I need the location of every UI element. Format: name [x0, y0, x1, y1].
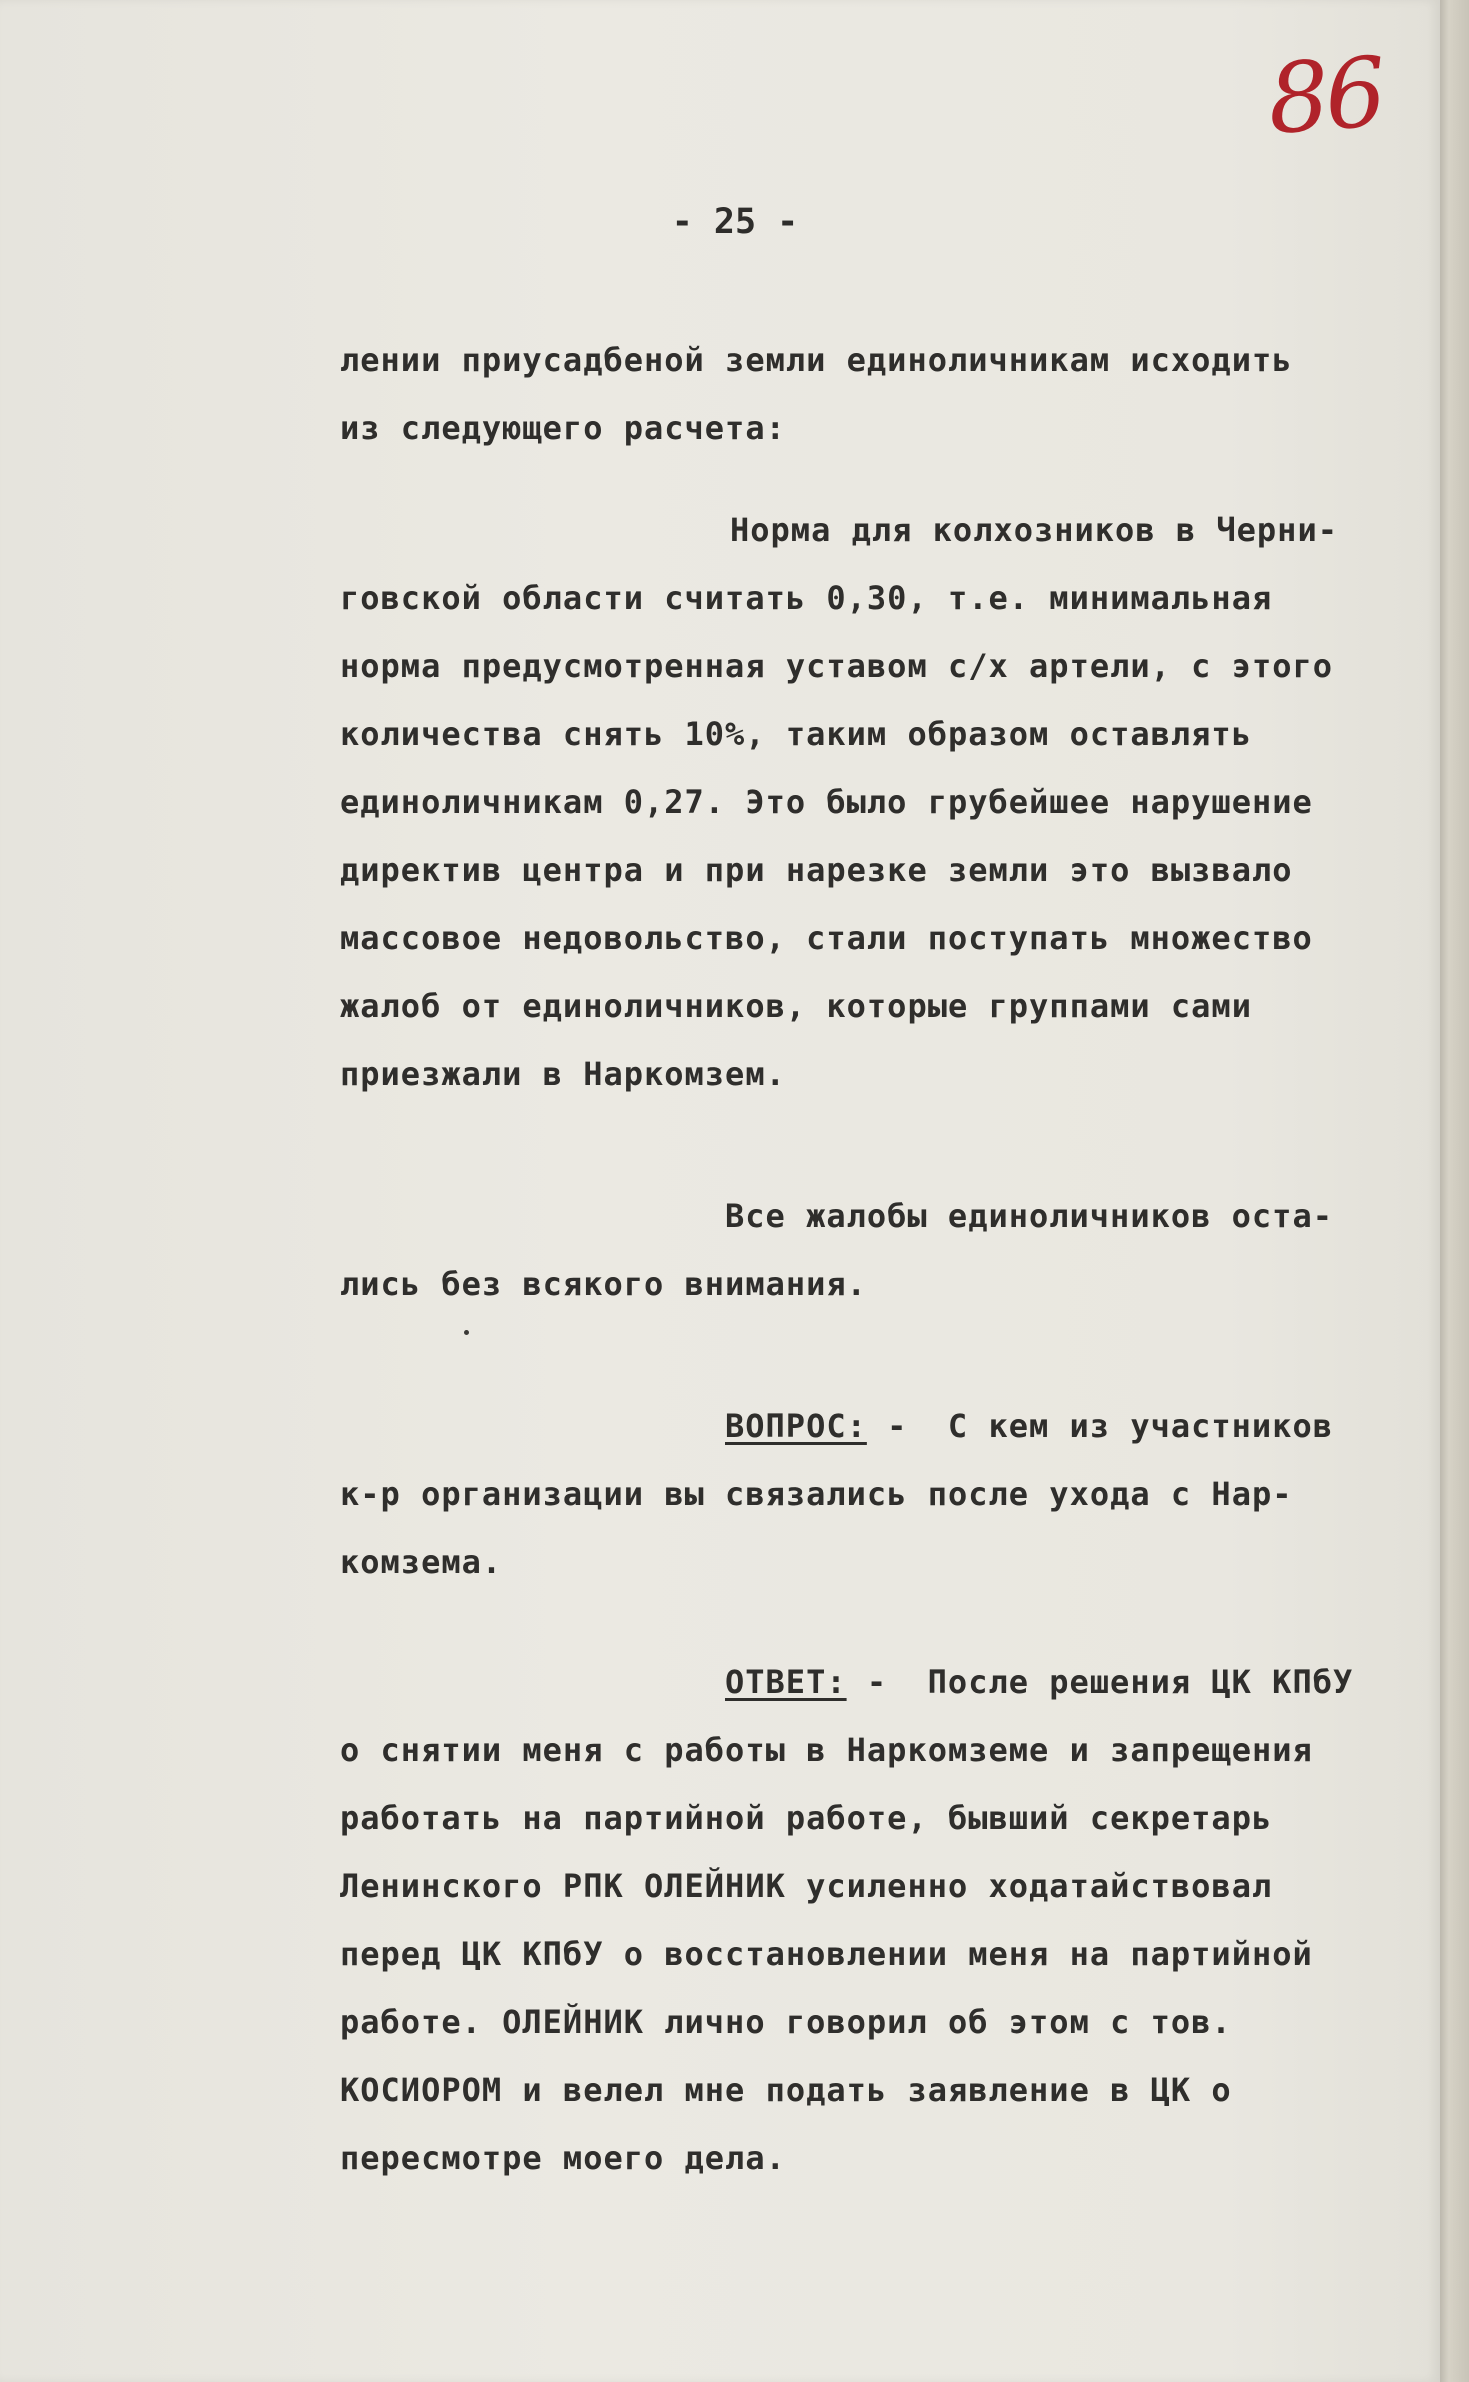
text-line: комзема.	[340, 1543, 503, 1581]
text-line: из следующего расчета:	[340, 409, 786, 447]
question-text: - С кем из участников	[866, 1407, 1333, 1445]
text-line: говской области считать 0,30, т.е. минимальная	[340, 579, 1273, 617]
text-line: директив центра и при нарезке земли это вызвало	[340, 851, 1293, 889]
text-line: к-р организации вы связались после ухода с Нар-	[340, 1475, 1293, 1513]
text-line: Все жалобы единоличников оста-	[725, 1197, 1333, 1235]
text-line: Ленинского РПК ОЛЕЙНИК усиленно ходатайствовал	[340, 1867, 1273, 1905]
text-line: норма предусмотренная уставом с/х артели, с этого	[340, 647, 1334, 685]
text-line: массовое недовольство, стали поступать множество	[340, 919, 1313, 957]
text-line: Норма для колхозников в Черни-	[730, 511, 1338, 549]
text-line: пересмотре моего дела.	[340, 2139, 786, 2177]
question-label: ВОПРОС:	[725, 1407, 867, 1445]
text-line: приезжали в Наркомзем.	[340, 1055, 786, 1093]
text-line: перед ЦК КПбУ о восстановлении меня на партийной	[340, 1935, 1313, 1973]
archive-folio-number: 86	[1264, 36, 1386, 156]
answer-line	[725, 1662, 1353, 1702]
text-line: работе. ОЛЕЙНИК лично говорил об этом с тов.	[340, 2003, 1232, 2041]
answer-label: ОТВЕТ:	[725, 1663, 847, 1701]
page-edge	[1440, 0, 1469, 2382]
text-line: о снятии меня с работы в Наркомземе и запрещения	[340, 1731, 1313, 1769]
text-line: лении приусадбеной земли единоличникам исходить	[340, 341, 1293, 379]
ink-speck	[464, 1330, 469, 1335]
text-line: работать на партийной работе, бывший секретарь	[340, 1799, 1273, 1837]
text-line: единоличникам 0,27. Это было грубейшее нарушение	[340, 783, 1313, 821]
page-number: - 25 -	[671, 202, 799, 242]
text-line: лись без всякого внимания.	[340, 1265, 867, 1303]
text-line: КОСИОРОМ и велел мне подать заявление в ЦК о	[340, 2071, 1232, 2109]
question-line	[725, 1406, 1333, 1446]
text-line: жалоб от единоличников, которые группами сами	[340, 987, 1252, 1025]
answer-text: - После решения ЦК КПбУ	[846, 1663, 1354, 1701]
text-line: количества снять 10%, таким образом оставлять	[340, 715, 1252, 753]
